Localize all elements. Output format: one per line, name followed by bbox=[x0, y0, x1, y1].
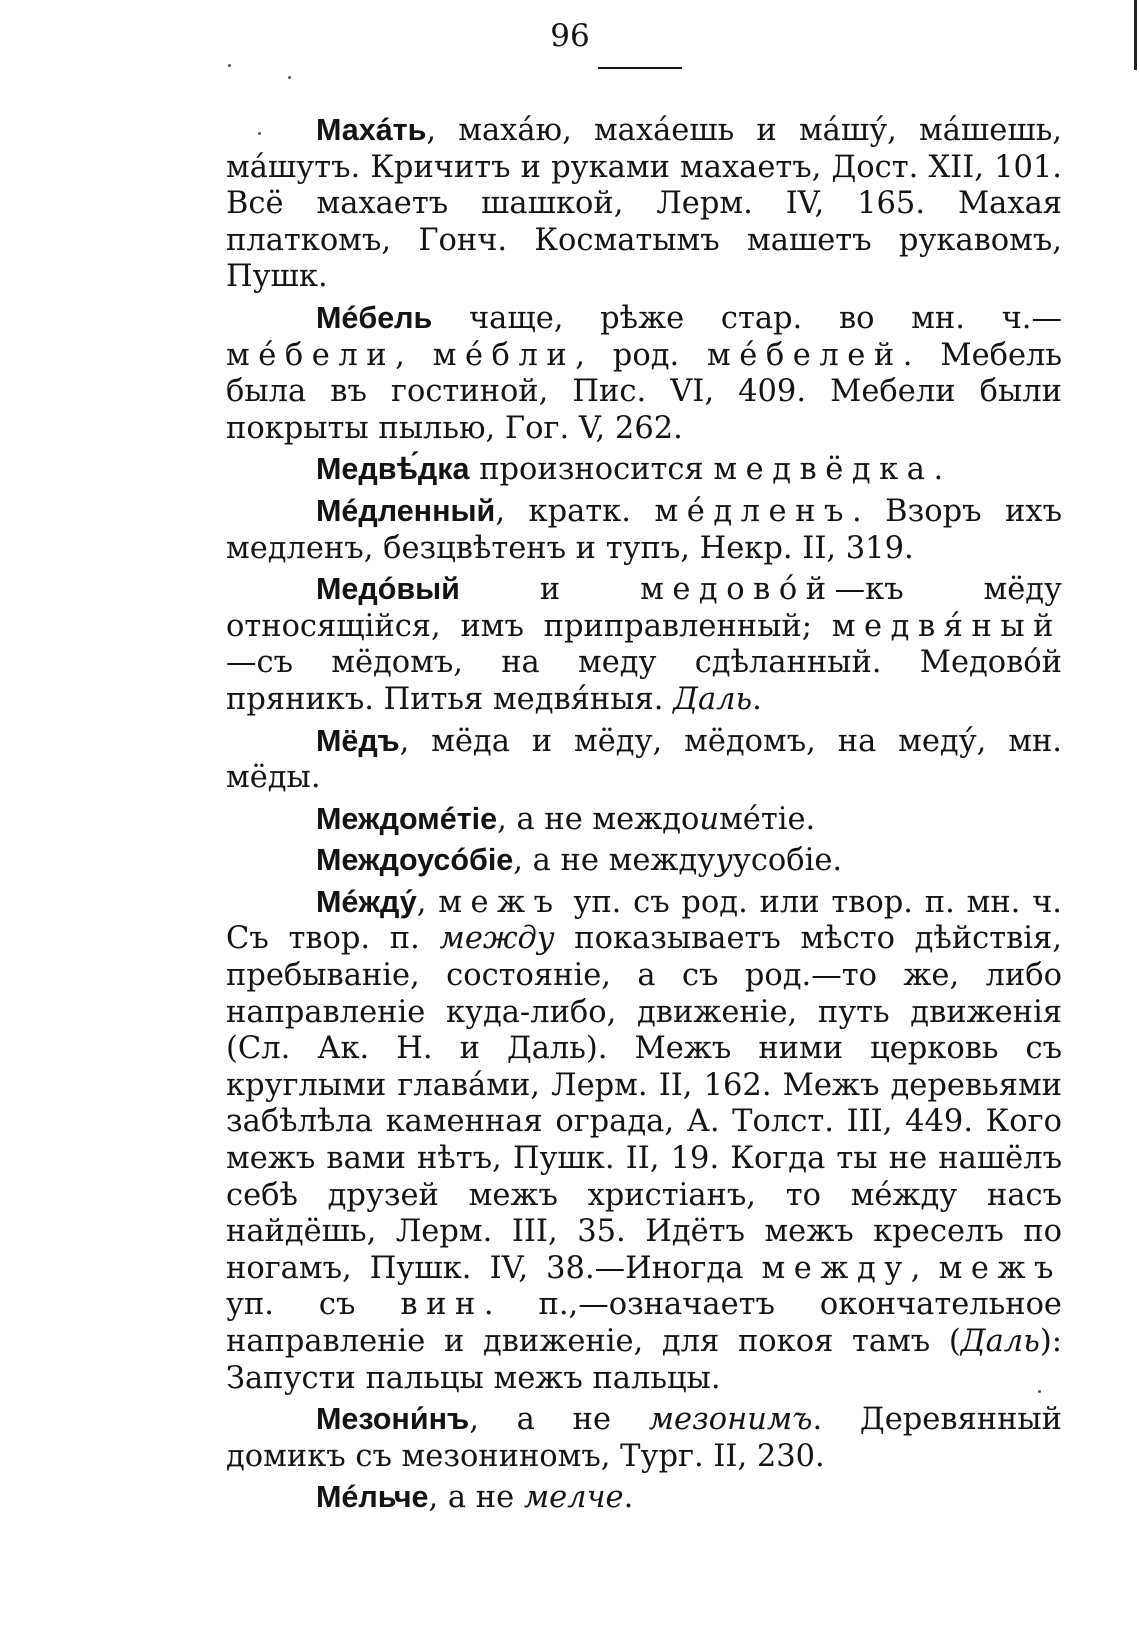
entry-text: уп. съ род. или твор. п. мн. ч. Съ твор. п. bbox=[226, 884, 1062, 957]
entry-text: . Мебель была въ гостиной, Пис. VI, 409. Мебели были покрыты пылью, Гог. V, 262. bbox=[226, 337, 1063, 446]
entry-text: . bbox=[933, 452, 944, 488]
dictionary-entry bbox=[226, 493, 1062, 567]
entry-text: чаще, рѣже стар. во мн. ч.— bbox=[432, 300, 1062, 336]
dictionary-entry bbox=[226, 723, 1062, 797]
page-edge-mark bbox=[1134, 0, 1137, 70]
entry-text: , махáю, махáешь и мáшу́, мáшешь, мáшутъ. Кричитъ и руками махаетъ, Дост. XII, 101. Всё махаетъ шашкой, Лерм. IV, 165. Махая платкомъ, Гонч. Косматымъ машетъ рукавомъ, Пушк. bbox=[226, 113, 1062, 295]
dictionary-entry bbox=[226, 571, 1062, 718]
scan-speck bbox=[228, 64, 231, 67]
entry-text: произносится bbox=[469, 452, 714, 488]
dictionary-text bbox=[226, 112, 1062, 1517]
spaced-form: медовóй bbox=[640, 572, 835, 608]
entry-text: —къ мёду относящійся, имъ приправленный; bbox=[226, 572, 1062, 644]
entry-text: , а не bbox=[469, 1402, 649, 1438]
entry-text: . Взоръ ихъ медленъ, безцвѣтенъ и тупъ, Некр. II, 319. bbox=[226, 493, 1062, 566]
entry-text: , bbox=[395, 337, 433, 373]
dictionary-entry bbox=[226, 300, 1062, 447]
italic-text: Даль bbox=[960, 1324, 1040, 1359]
spaced-form: мéбелей bbox=[707, 337, 903, 373]
entry-headword: Медвѣ́дка bbox=[316, 452, 470, 487]
spaced-form: медвёдка bbox=[713, 452, 934, 488]
entry-headword: Мёдъ bbox=[316, 723, 400, 758]
entry-text: . bbox=[752, 681, 762, 717]
dictionary-entry bbox=[226, 884, 1062, 1397]
italic-text: и bbox=[699, 801, 720, 837]
entry-text: , bbox=[910, 1250, 939, 1286]
entry-headword: Междомéтіе bbox=[316, 801, 498, 836]
page-number-underline bbox=[598, 67, 682, 69]
entry-text: и bbox=[459, 572, 641, 608]
dictionary-entry bbox=[226, 112, 1062, 296]
entry-headword: Мéжду́ bbox=[316, 884, 417, 919]
entry-text: . п.,—означаетъ окончательное направленіе и движеніе, для покоя тамъ ( bbox=[226, 1287, 1062, 1359]
spaced-form: мéдленъ bbox=[654, 493, 852, 529]
dictionary-entry bbox=[226, 842, 1062, 880]
entry-text: , мёда и мёду, мёдомъ, на меду́, мн. мёды. bbox=[226, 723, 1062, 796]
spaced-form: вин bbox=[400, 1287, 484, 1323]
entry-text: показываетъ мѣсто дѣйствія, пребываніе, состояніе, а съ род.—то же, либо направленіе куда-либо, движеніе, путь движенія (Сл. Ак. Н. и Даль). Межъ ними церковь съ круглыми главáми, Лерм. II, 162. Межъ деревьями забѣлѣла каменная ограда, А. Толст. III, 449. Кого межъ вами нѣтъ, Пушк. II, 19. Когда ты не нашёлъ себѣ друзей межъ христіанъ, то мéжду насъ найдёшь, Лерм. III, 35. Идётъ межъ креселъ по ногамъ, Пушк. IV, 38.—Иногда bbox=[226, 921, 1062, 1286]
spaced-form: мéбли bbox=[432, 337, 576, 373]
entry-text: , а не междо bbox=[497, 801, 700, 837]
dictionary-entry bbox=[226, 801, 1062, 839]
entry-headword: Мéльче bbox=[316, 1480, 429, 1515]
spaced-form: мéбели bbox=[226, 337, 396, 373]
entry-headword: Мéбель bbox=[316, 300, 433, 335]
entry-text: уп. съ bbox=[226, 1287, 401, 1323]
italic-text: мезонимъ bbox=[648, 1402, 813, 1438]
page-number-text: 96 bbox=[550, 18, 590, 54]
entry-headword: Междоусóбіе bbox=[316, 843, 514, 878]
entry-headword: Мезони́нъ bbox=[316, 1402, 470, 1437]
entry-text: ): Запусти пальцы межъ пальцы. bbox=[226, 1324, 1062, 1396]
spaced-form: между bbox=[761, 1250, 911, 1286]
entry-text: . bbox=[623, 1480, 634, 1516]
entry-text: , bbox=[416, 884, 439, 920]
entry-headword: Медóвый bbox=[316, 572, 460, 607]
entry-headword: Махáть bbox=[316, 113, 427, 147]
spaced-form: межъ bbox=[438, 884, 562, 920]
italic-text: между bbox=[439, 921, 555, 957]
italic-text: у bbox=[715, 843, 733, 879]
entry-text: , кратк. bbox=[495, 493, 655, 529]
italic-text: мелче bbox=[523, 1480, 624, 1516]
entry-text: усобіе. bbox=[732, 843, 843, 879]
dictionary-entry bbox=[226, 451, 1062, 489]
entry-text: , а не bbox=[428, 1480, 524, 1516]
dictionary-entry bbox=[226, 1401, 1062, 1475]
spaced-form: медвя́ный bbox=[831, 608, 1062, 644]
scan-speck bbox=[288, 76, 291, 79]
entry-text: мéтіе. bbox=[719, 801, 816, 837]
entry-text: , род. bbox=[575, 337, 708, 373]
entry-text: —съ мёдомъ, на меду сдѣланный. Медовóй пряникъ. Питья медвя́ныя. bbox=[226, 645, 1062, 717]
page-number bbox=[0, 16, 1140, 56]
spaced-form: межъ bbox=[938, 1250, 1063, 1286]
entry-headword: Мéдленный bbox=[316, 493, 496, 528]
entry-text: , а не между bbox=[513, 843, 716, 879]
entry-text: . Деревянный домикъ съ мезониномъ, Тург. II, 230. bbox=[226, 1402, 1062, 1474]
dictionary-entry bbox=[226, 1479, 1062, 1517]
italic-text: Даль bbox=[673, 681, 753, 717]
